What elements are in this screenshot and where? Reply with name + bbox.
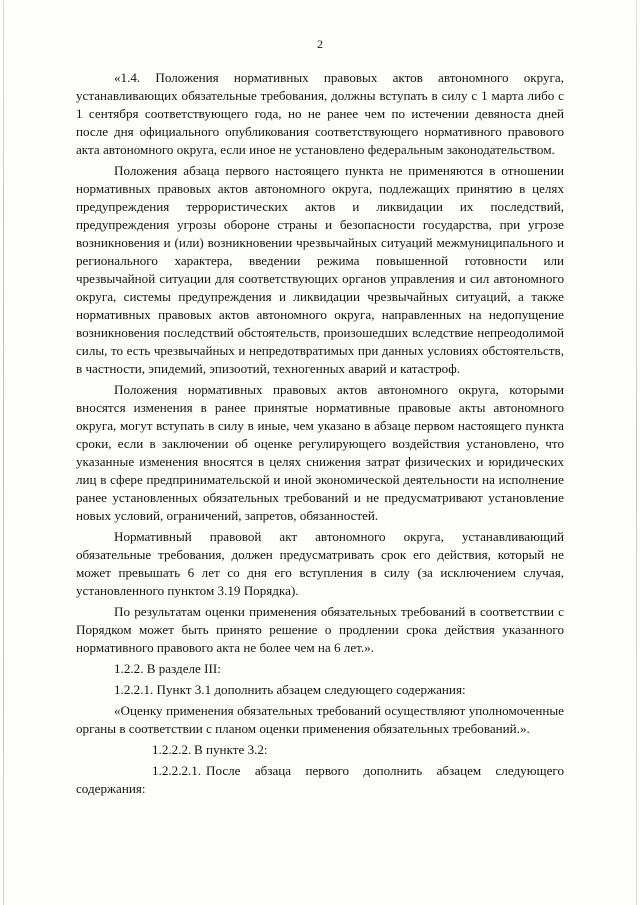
paragraph-exceptions: Положения абзаца первого настоящего пункта не применяются в отношении нормативных правовых актов автономного округа, подлежащих принятию в целях предупреждения террористических актов и ликвидации их последствий, предупреждения угрозы обороне страны и безопасности государства, при угрозе возникновения и (или) возникновении чрезвычайных ситуаций межмуниципального и регионального характера, введении режима повышенной готовности или чрезвычайной ситуации для соответствующих органов управления и сил автономного округа, системы предупреждения и ликвидации чрезвычайных ситуаций, а также нормативных правовых актов автономного округа, направленных на недопущение возникновения последствий обстоятельств, произошедших вследствие непреодолимой силы, то есть чрезвычайных и непредотвратимых при данных условиях обстоятельств, в частности, эпидемий, эпизоотий, техногенных аварий и катастроф. bbox=[76, 163, 564, 376]
item-text: После абзаца первого дополнить абзацем следующего содержания: bbox=[76, 763, 564, 796]
paragraph-1-2-2-1: 1.2.2.1. Пункт 3.1 дополнить абзацем следующего содержания: bbox=[114, 682, 466, 697]
paragraph-validity-term: Нормативный правовой акт автономного округа, устанавливающий обязательные требования, должен предусматривать срок его действия, который не может превышать 6 лет со дня его вступления в силу (за исключением случая, установленного пунктом 3.19 Порядка). bbox=[76, 529, 564, 598]
document-body bbox=[76, 69, 564, 798]
paragraph-1-2-2-2 bbox=[76, 741, 564, 759]
scan-edge-left bbox=[3, 0, 4, 905]
paragraph-quote-assessment: «Оценку применения обязательных требований осуществляют уполномоченные органы в соответствии с планом оценки применения обязательных требований.». bbox=[76, 703, 564, 736]
item-number: 1.2.2.2. bbox=[152, 742, 192, 757]
scan-edge-right bbox=[636, 0, 637, 905]
paragraph-amendments: Положения нормативных правовых актов автономного округа, которыми вносятся изменения в ранее принятые нормативные правовые акты автономного округа, могут вступать в силу в иные, чем указано в абзаце первом настоящего пункта сроки, если в заключении об оценке регулирующего воздействия установлено, что указанные изменения вносятся в целях снижения затрат физических и юридических лиц в сфере предпринимательской и иной экономической деятельности на исполнение ранее установленных обязательных требований и не предусматривают установление новых условий, ограничений, запретов, обязанностей. bbox=[76, 382, 564, 523]
paragraph-1-2-2-2-1 bbox=[76, 762, 564, 798]
item-number: 1.2.2.2.1. bbox=[152, 763, 202, 778]
paragraph-1-4: «1.4. Положения нормативных правовых актов автономного округа, устанавливающих обязательные требования, должны вступать в силу с 1 марта либо с 1 сентября соответствующего года, но не ранее чем по истечении девяноста дней после дня официального опубликования соответствующего нормативного правового акта автономного округа, если иное не установлено федеральным законодательством. bbox=[76, 70, 564, 157]
item-text: В пункте 3.2: bbox=[194, 742, 268, 757]
paragraph-extension: По результатам оценки применения обязательных требований в соответствии с Порядком может быть принято решение о продлении срока действия указанного нормативного правового акта не более чем на 6 лет.». bbox=[76, 604, 564, 655]
paragraph-section-iii: 1.2.2. В разделе III: bbox=[114, 661, 221, 676]
page-number: 2 bbox=[317, 37, 323, 51]
